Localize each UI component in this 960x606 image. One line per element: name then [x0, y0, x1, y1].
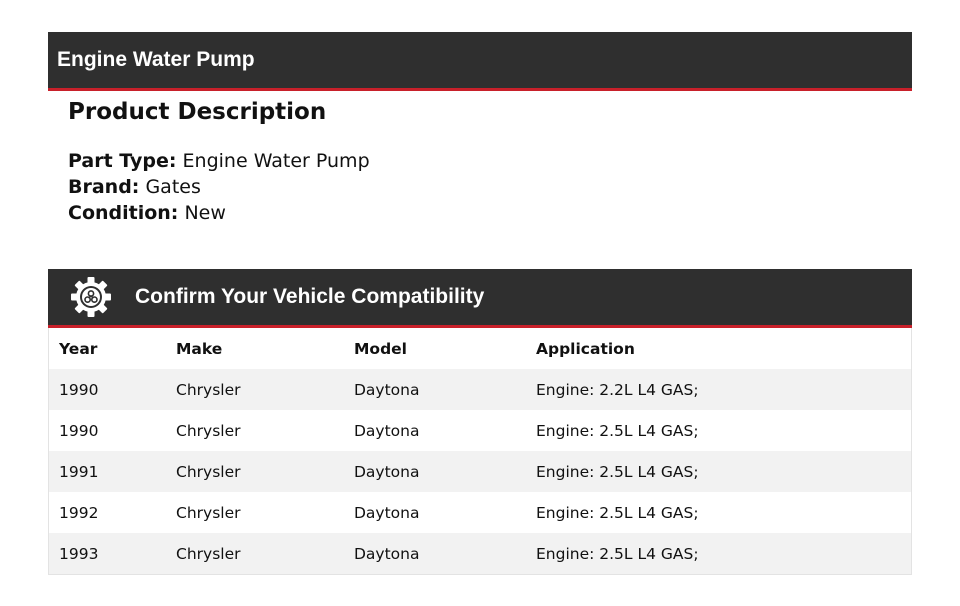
- table-row: [49, 492, 911, 533]
- gear-car-icon: [69, 275, 113, 319]
- cell-application: Engine: 2.2L L4 GAS;: [536, 380, 699, 399]
- cell-application: Engine: 2.5L L4 GAS;: [536, 421, 699, 440]
- compatibility-title: Confirm Your Vehicle Compatibility: [135, 285, 485, 308]
- cell-model: Daytona: [354, 544, 420, 563]
- cell-year: 1993: [59, 544, 99, 563]
- product-description: [68, 96, 370, 226]
- cell-year: 1990: [59, 421, 99, 440]
- table-row: [49, 451, 911, 492]
- table-row: [49, 533, 911, 574]
- cell-application: Engine: 2.5L L4 GAS;: [536, 462, 699, 481]
- cell-application: Engine: 2.5L L4 GAS;: [536, 503, 699, 522]
- compatibility-bar: [48, 269, 912, 328]
- cell-make: Chrysler: [176, 462, 241, 481]
- cell-make: Chrysler: [176, 421, 241, 440]
- description-heading: Product Description: [68, 99, 327, 125]
- cell-application: Engine: 2.5L L4 GAS;: [536, 544, 699, 563]
- cell-model: Daytona: [354, 462, 420, 481]
- cell-year: 1990: [59, 380, 99, 399]
- field-value: Gates: [145, 176, 201, 198]
- column-header-make: Make: [176, 339, 223, 358]
- brand-line: [68, 174, 370, 200]
- cell-year: 1991: [59, 462, 99, 481]
- field-label: Brand:: [68, 176, 140, 198]
- cell-model: Daytona: [354, 380, 420, 399]
- cell-make: Chrysler: [176, 544, 241, 563]
- field-label: Condition:: [68, 202, 179, 224]
- cell-make: Chrysler: [176, 503, 241, 522]
- table-header-row: [49, 328, 911, 369]
- table-row: [49, 369, 911, 410]
- cell-year: 1992: [59, 503, 99, 522]
- compatibility-table: [48, 328, 912, 575]
- column-header-year: Year: [59, 339, 98, 358]
- field-value: New: [184, 202, 226, 224]
- cell-model: Daytona: [354, 503, 420, 522]
- field-value: Engine Water Pump: [182, 150, 370, 172]
- title-bar: [48, 32, 912, 91]
- cell-model: Daytona: [354, 421, 420, 440]
- part-type-line: [68, 148, 370, 174]
- column-header-model: Model: [354, 339, 407, 358]
- page-title: Engine Water Pump: [57, 48, 255, 71]
- table-row: [49, 410, 911, 451]
- field-label: Part Type:: [68, 150, 177, 172]
- condition-line: [68, 200, 370, 226]
- column-header-application: Application: [536, 339, 635, 358]
- cell-make: Chrysler: [176, 380, 241, 399]
